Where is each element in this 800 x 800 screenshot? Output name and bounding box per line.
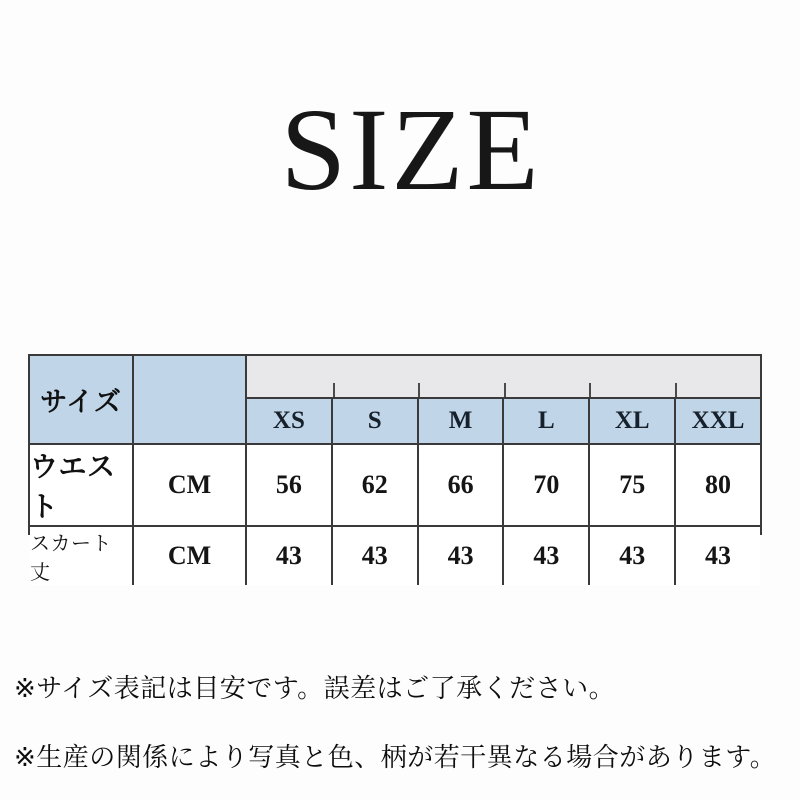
row-label-waist: ウエスト xyxy=(30,445,134,525)
table-row-skirt-length xyxy=(30,525,760,585)
column-tick xyxy=(418,383,420,397)
value-cell-waist-xxl: 80 xyxy=(674,445,760,525)
size-label-xs: XS xyxy=(247,399,331,443)
table-row-waist xyxy=(30,443,760,525)
value-cell-waist-xl: 75 xyxy=(588,445,674,525)
size-label-l: L xyxy=(502,399,588,443)
header-grey-band xyxy=(247,356,760,399)
value-cell-skirt-s: 43 xyxy=(331,527,417,585)
size-label-m: M xyxy=(417,399,503,443)
value-cell-waist-m: 66 xyxy=(417,445,503,525)
size-label-xl: XL xyxy=(588,399,674,443)
column-tick xyxy=(589,383,591,397)
size-columns-header xyxy=(247,356,760,443)
value-cell-waist-l: 70 xyxy=(502,445,588,525)
column-tick xyxy=(333,383,335,397)
value-cell-skirt-xs: 43 xyxy=(275,541,302,570)
value-cell-skirt-m: 43 xyxy=(417,527,503,585)
value-cell-waist-xs: 56 xyxy=(275,470,302,499)
value-cell-skirt-l: 43 xyxy=(502,527,588,585)
column-tick xyxy=(675,383,677,397)
size-label-s: S xyxy=(331,399,417,443)
unit-cell: CM xyxy=(134,527,247,585)
note-size-disclaimer: ※サイズ表記は目安です。誤差はご了承ください。 xyxy=(14,673,616,703)
page-title: SIZE xyxy=(280,84,542,215)
value-cell-skirt-xl: 43 xyxy=(588,527,674,585)
size-label-row xyxy=(247,399,760,443)
value-cell-skirt-xxl: 43 xyxy=(674,527,760,585)
table-header-row xyxy=(30,356,760,443)
corner-header-cell: サイズ xyxy=(30,356,134,443)
note-production-disclaimer: ※生産の関係により写真と色、柄が若干異なる場合があります。 xyxy=(14,742,777,772)
value-cell-waist-s: 62 xyxy=(331,445,417,525)
size-table xyxy=(28,354,762,584)
unit-header-cell xyxy=(134,356,247,443)
row-label-skirt-length: スカート丈 xyxy=(30,527,134,585)
column-tick xyxy=(504,383,506,397)
size-label-xxl: XXL xyxy=(674,399,760,443)
unit-cell: CM xyxy=(134,445,247,525)
